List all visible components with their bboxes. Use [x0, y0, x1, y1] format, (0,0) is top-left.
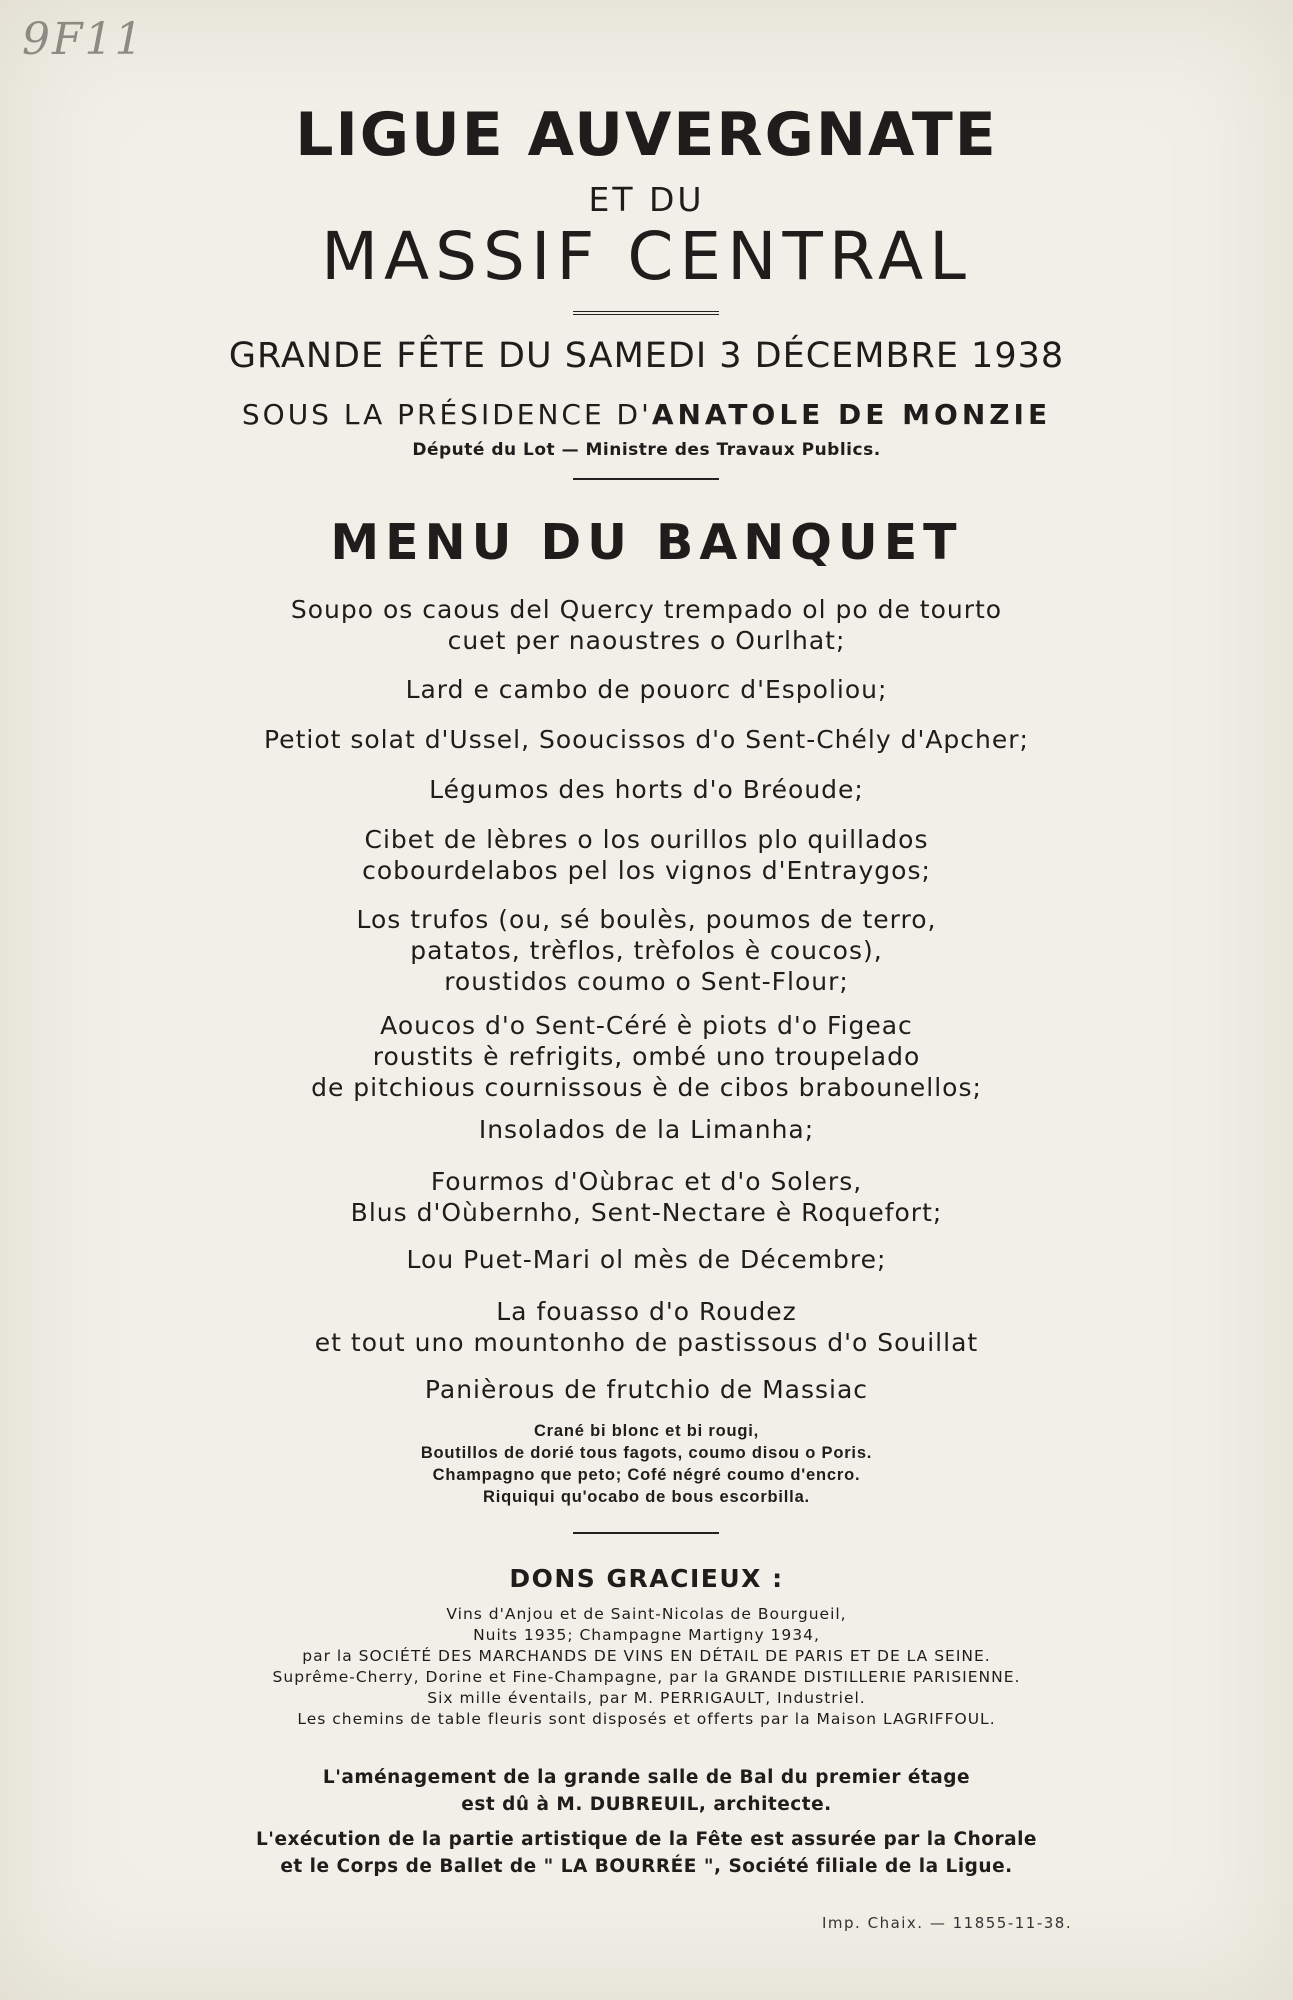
menu-item	[0, 1010, 1293, 1103]
menu-item	[0, 904, 1293, 997]
menu-item-line: Panièrous de frutchio de Massiac	[424, 1375, 869, 1404]
menu-item	[0, 724, 1293, 755]
note-line: L'exécution de la partie artistique de la Fête est assurée par la Chorale	[256, 1829, 1037, 1850]
menu-item-line: cobourdelabos pel los vignos d'Entraygos;	[362, 856, 931, 885]
menu-item	[0, 1374, 1293, 1405]
menu-item-line: Lard e cambo de pouorc d'Espoliou;	[405, 675, 888, 704]
drinks-line: Champagno que peto; Cofé négré coumo d'encro.	[432, 1466, 861, 1484]
dons-line: Six mille éventails, par M. PERRIGAULT, Industriel.	[427, 1689, 866, 1707]
divider	[573, 478, 719, 480]
header-line-2: ET DU	[588, 180, 705, 219]
printer-imprint: Imp. Chaix. — 11855-11-38.	[822, 1914, 1073, 1932]
dons-line: Les chemins de table fleuris sont disposés et offerts par la Maison LAGRIFFOUL.	[297, 1710, 996, 1728]
dons-list	[0, 1604, 1293, 1730]
menu-item	[0, 1166, 1293, 1228]
menu-item-line: Blus d'Oùbernho, Sent-Nectare è Roquefort;	[350, 1198, 943, 1227]
dons-line: Vins d'Anjou et de Saint-Nicolas de Bourgueil,	[446, 1605, 847, 1623]
menu-item	[0, 594, 1293, 656]
menu-item	[0, 674, 1293, 705]
divider	[573, 1532, 719, 1534]
menu-item-line: patatos, trèflos, trèfolos è coucos),	[410, 936, 883, 965]
drinks-list	[0, 1420, 1293, 1508]
president-title: Député du Lot — Ministre des Travaux Publics.	[412, 440, 881, 460]
note-line: est dû à M. DUBREUIL, architecte.	[461, 1794, 832, 1815]
menu-item	[0, 824, 1293, 886]
drinks-line: Riquiqui qu'ocabo de bous escorbilla.	[483, 1488, 810, 1506]
drinks-line: Boutillos de dorié tous fagots, coumo disou o Poris.	[420, 1444, 873, 1462]
menu-item-line: Soupo os caous del Quercy trempado ol po de tourto	[290, 595, 1003, 624]
president-name: ANATOLE DE MONZIE	[651, 398, 1052, 431]
menu-item-line: Aoucos d'o Sent-Céré è piots d'o Figeac	[380, 1011, 913, 1040]
menu-item	[0, 1114, 1293, 1145]
menu-item-line: Fourmos d'Oùbrac et d'o Solers,	[430, 1167, 863, 1196]
dons-line: Nuits 1935; Champagne Martigny 1934,	[473, 1626, 820, 1644]
dons-line: par la SOCIÉTÉ DES MARCHANDS DE VINS EN DÉTAIL DE PARIS ET DE LA SEINE.	[302, 1647, 991, 1665]
presidence-line	[0, 398, 1293, 431]
menu-item-line: et tout uno mountonho de pastissous d'o Souillat	[314, 1328, 979, 1357]
event-title: GRANDE FÊTE DU SAMEDI 3 DÉCEMBRE 1938	[228, 336, 1065, 376]
header-line-1: LIGUE AUVERGNATE	[295, 100, 998, 170]
notes-block-execution	[0, 1826, 1293, 1880]
presidence-prefix: SOUS LA PRÉSIDENCE D'	[241, 398, 652, 431]
menu-item-line: de pitchious cournissous è de cibos brabounellos;	[311, 1073, 982, 1102]
menu-item-line: Los trufos (ou, sé boulès, poumos de terro,	[356, 905, 937, 934]
note-line: et le Corps de Ballet de " LA BOURRÉE ", Société filiale de la Ligue.	[280, 1856, 1013, 1877]
menu-item-line: Insolados de la Limanha;	[478, 1115, 815, 1144]
menu-title: MENU DU BANQUET	[330, 514, 963, 571]
double-divider	[573, 311, 719, 315]
menu-item-line: Cibet de lèbres o los ourillos plo quillados	[364, 825, 929, 854]
header-line-3: MASSIF CENTRAL	[321, 218, 972, 295]
menu-item-line: La fouasso d'o Roudez	[496, 1297, 797, 1326]
handwritten-annotation: 9F11	[22, 14, 145, 65]
menu-item-line: Lou Puet-Mari ol mès de Décembre;	[406, 1245, 887, 1274]
menu-item-line: Légumos des horts d'o Bréoude;	[429, 775, 864, 804]
dons-line: Suprême-Cherry, Dorine et Fine-Champagne, par la GRANDE DISTILLERIE PARISIENNE.	[272, 1668, 1021, 1686]
dons-title: DONS GRACIEUX :	[509, 1564, 784, 1593]
menu-item-line: roustits è refrigits, ombé uno troupelado	[372, 1042, 921, 1071]
menu-item	[0, 774, 1293, 805]
menu-item-line: Petiot solat d'Ussel, Sooucissos d'o Sent-Chély d'Apcher;	[264, 725, 1029, 754]
notes-block-amenagement	[0, 1764, 1293, 1818]
menu-item	[0, 1296, 1293, 1358]
menu-item-line: cuet per naoustres o Ourlhat;	[447, 626, 846, 655]
note-line: L'aménagement de la grande salle de Bal du premier étage	[322, 1767, 971, 1788]
menu-item	[0, 1244, 1293, 1275]
drinks-line: Crané bi blonc et bi rougi,	[533, 1422, 760, 1440]
menu-item-line: roustidos coumo o Sent-Flour;	[444, 967, 849, 996]
